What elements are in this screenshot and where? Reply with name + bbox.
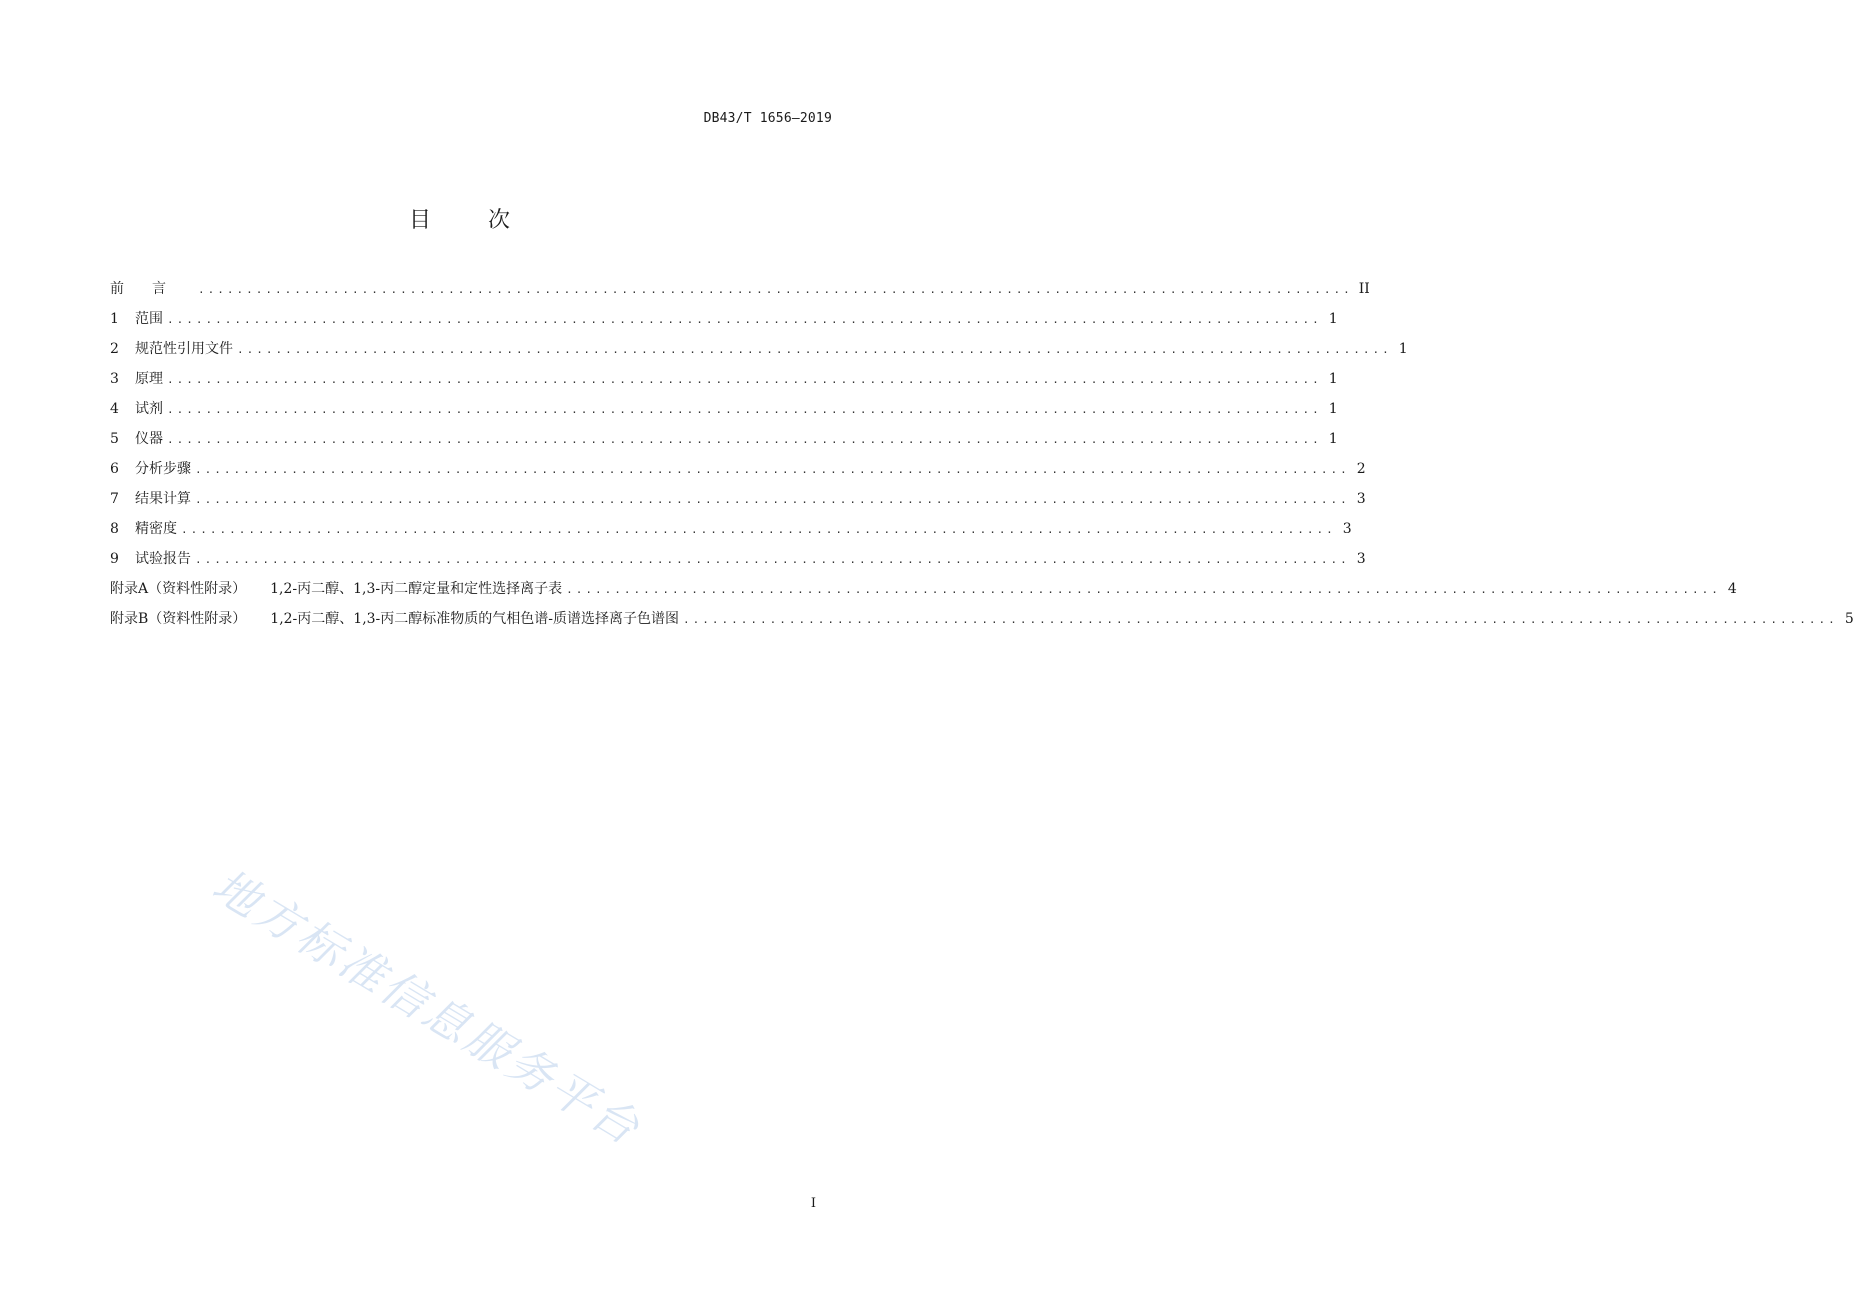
- toc-leader: ........................................................................................................................: [195, 493, 1350, 506]
- toc-leader: ........................................................................................................................: [237, 343, 1392, 356]
- toc-entry-page: 3: [1342, 521, 1352, 537]
- toc-entry-1[interactable]: [110, 308, 1338, 338]
- toc-entry-subtitle: 1,2-丙二醇、1,3-丙二醇标准物质的气相色谱-质谱选择离子色谱图: [270, 611, 680, 627]
- toc-entry-label: 试剂: [135, 401, 163, 417]
- toc-leader: ........................................................................................................................: [167, 433, 1322, 446]
- toc-entry-page: 2: [1356, 461, 1366, 477]
- toc-entry-label: 规范性引用文件: [135, 341, 233, 357]
- toc-entry-label: 前言: [110, 281, 194, 297]
- toc-entry-subtitle: 1,2-丙二醇、1,3-丙二醇定量和定性选择离子表: [270, 581, 563, 597]
- toc-leader: ........................................................................................................................: [195, 463, 1350, 476]
- toc-entry-label: 精密度: [135, 521, 177, 537]
- toc-entry-page: 1: [1398, 341, 1408, 357]
- document-code: DB43/T 1656—2019: [703, 111, 832, 126]
- toc-entry-number: 1: [110, 311, 119, 327]
- toc-entry-appendix-a[interactable]: [110, 578, 1737, 608]
- page-title: [0, 203, 920, 234]
- toc-entry-4[interactable]: [110, 398, 1338, 428]
- page-number: I: [810, 1196, 816, 1211]
- toc-entry-page: 3: [1356, 551, 1366, 567]
- toc-entry-number: 8: [110, 521, 119, 537]
- toc-entry-9[interactable]: [110, 548, 1366, 578]
- toc-entry-foreword[interactable]: [110, 278, 1370, 308]
- toc-entry-number: 3: [110, 371, 119, 387]
- watermark: 地方标准信息服务平台: [203, 858, 651, 1157]
- toc-entry-page: 5: [1844, 611, 1854, 627]
- toc-entry-7[interactable]: [110, 488, 1366, 518]
- toc-entry-page: 1: [1328, 371, 1338, 387]
- toc-entry-number: 5: [110, 431, 119, 447]
- toc-leader: ........................................................................................................................: [167, 403, 1322, 416]
- toc-leader: ........................................................................................................................: [195, 553, 1350, 566]
- toc-entry-label: 结果计算: [135, 491, 191, 507]
- toc-leader: ........................................................................................................................: [566, 583, 1721, 596]
- toc-entry-number: 7: [110, 491, 119, 507]
- toc-entry-appendix-b[interactable]: [110, 608, 1854, 638]
- title-char-2: 次: [488, 208, 512, 233]
- toc-leader: ........................................................................................................................: [167, 313, 1322, 326]
- table-of-contents: [110, 278, 1854, 638]
- toc-entry-page: 1: [1328, 311, 1338, 327]
- toc-entry-number: 9: [110, 551, 119, 567]
- toc-entry-label: 附录B（资料性附录）: [110, 611, 247, 627]
- toc-entry-page: 4: [1727, 581, 1737, 597]
- toc-entry-2[interactable]: [110, 338, 1408, 368]
- toc-entry-label: 试验报告: [135, 551, 191, 567]
- toc-leader: ........................................................................................................................: [683, 613, 1838, 626]
- toc-leader: ........................................................................................................................: [198, 283, 1353, 296]
- toc-entry-number: 4: [110, 401, 119, 417]
- toc-entry-label: 原理: [135, 371, 163, 387]
- toc-entry-3[interactable]: [110, 368, 1338, 398]
- toc-entry-8[interactable]: [110, 518, 1352, 548]
- toc-entry-number: 2: [110, 341, 119, 357]
- toc-entry-page: II: [1358, 281, 1370, 297]
- toc-entry-page: 1: [1328, 401, 1338, 417]
- title-char-1: 目: [408, 208, 432, 233]
- toc-entry-number: 6: [110, 461, 119, 477]
- toc-entry-page: 3: [1356, 491, 1366, 507]
- toc-leader: ........................................................................................................................: [167, 373, 1322, 386]
- toc-entry-label: 仪器: [135, 431, 163, 447]
- toc-entry-label: 附录A（资料性附录）: [110, 581, 247, 597]
- toc-entry-label: 分析步骤: [135, 461, 191, 477]
- toc-entry-6[interactable]: [110, 458, 1366, 488]
- toc-entry-label: 范围: [135, 311, 163, 327]
- toc-entry-page: 1: [1328, 431, 1338, 447]
- toc-leader: ........................................................................................................................: [181, 523, 1336, 536]
- toc-entry-5[interactable]: [110, 428, 1338, 458]
